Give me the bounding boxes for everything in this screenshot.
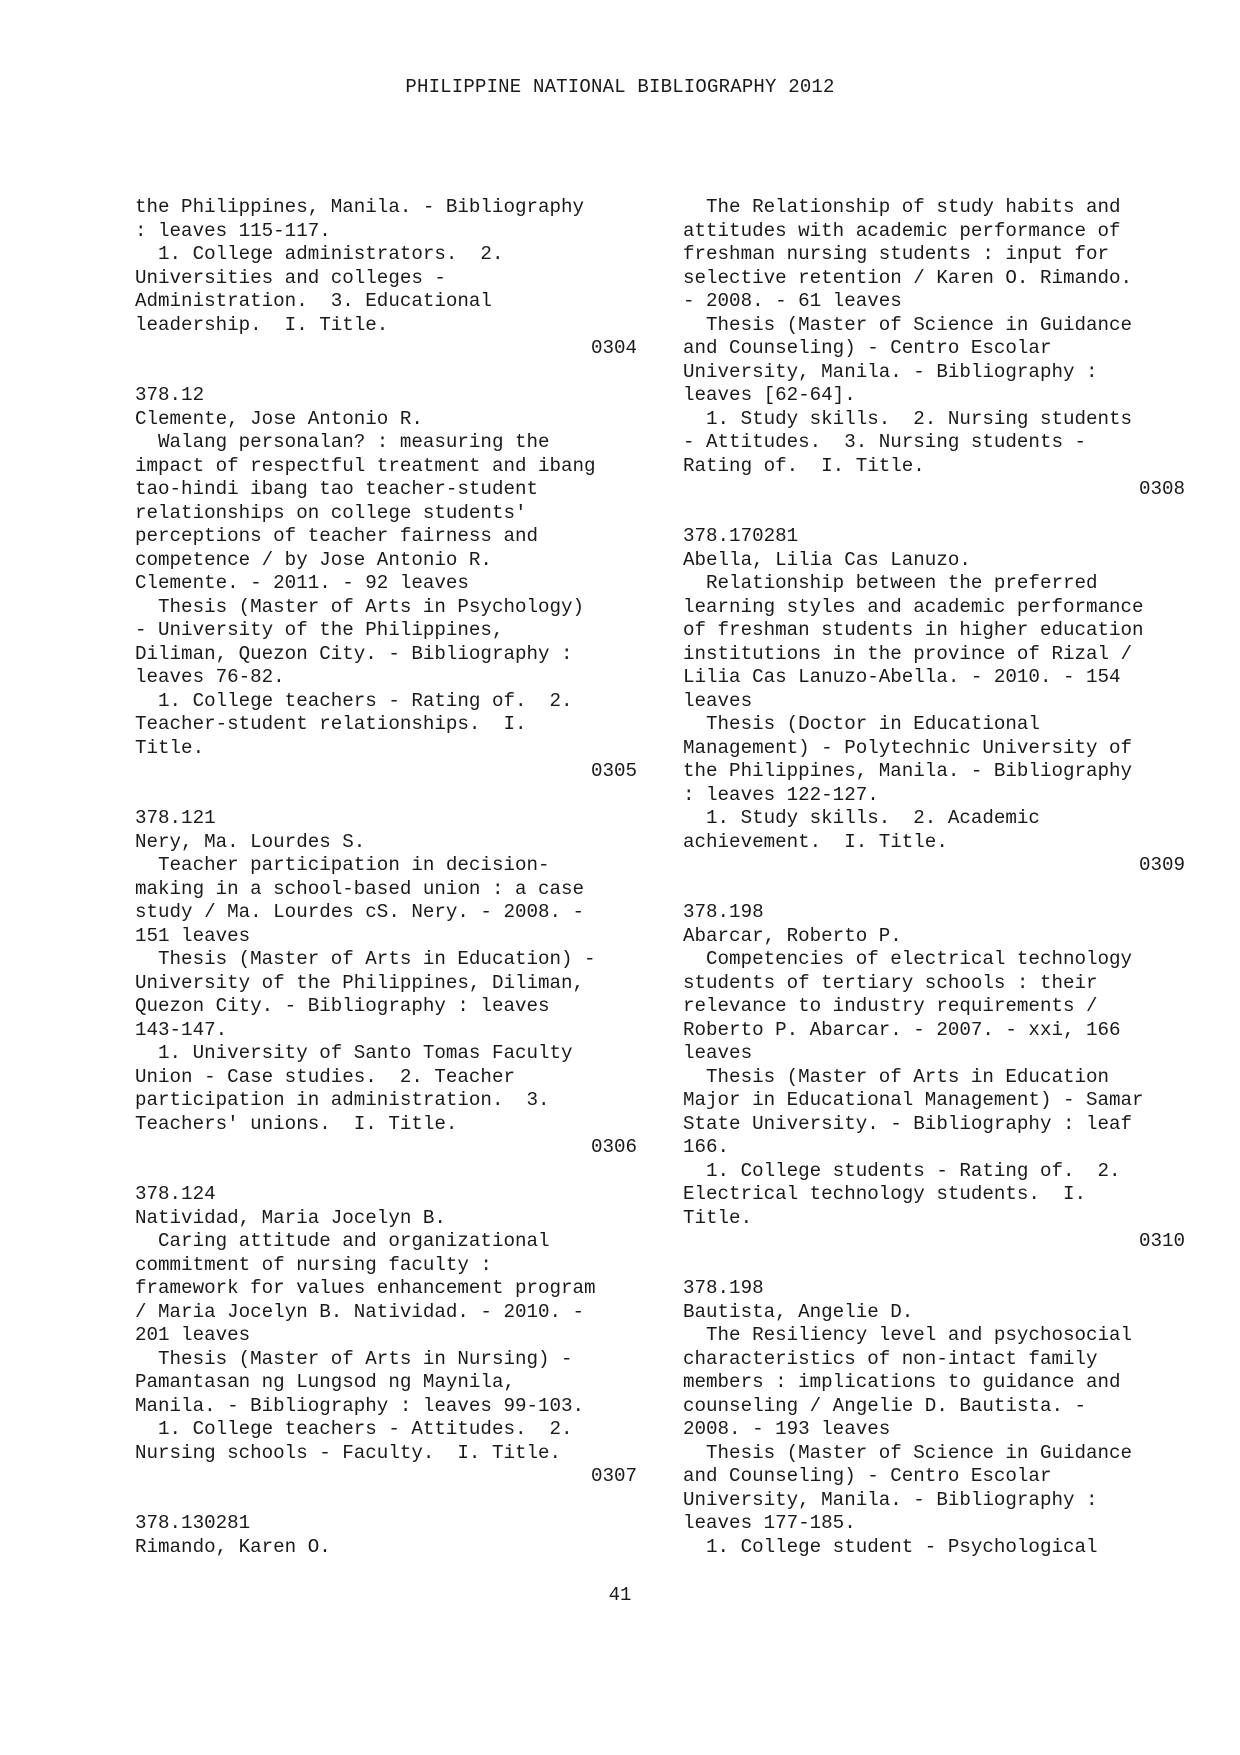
text-line: : leaves 115-117.	[135, 219, 331, 242]
text-line: Pamantasan ng Lungsod ng Maynila,	[135, 1371, 515, 1393]
text-line: commitment of nursing faculty :	[135, 1253, 492, 1276]
text-line: Nery, Ma. Lourdes S.	[135, 830, 366, 853]
text-line: Quezon City. - Bibliography : leaves	[135, 995, 550, 1017]
text-line: Manila. - Bibliography : leaves 99-103.	[135, 1394, 585, 1417]
text-line: - 2008. - 61 leaves	[683, 290, 902, 312]
text-line: Title.	[683, 1206, 753, 1229]
text-line: Title.	[135, 736, 205, 759]
text-line: participation in administration. 3.	[135, 1089, 550, 1111]
text-line: members : implications to guidance and	[683, 1371, 1121, 1393]
text-line: / Maria Jocelyn B. Natividad. - 2010. -	[135, 1300, 585, 1323]
text-line: Teacher-student relationships. I.	[135, 713, 527, 735]
left-column	[135, 196, 637, 1559]
text-line: Walang personalan? : measuring the	[135, 431, 550, 453]
text-line: leaves [62-64].	[683, 384, 856, 406]
text-line: counseling / Angelie D. Bautista. -	[683, 1394, 1087, 1417]
text-line: making in a school-based union : a case	[135, 877, 585, 900]
text-line: Caring attitude and organizational	[135, 1230, 550, 1252]
entry-number: 0309	[1138, 854, 1185, 876]
text-line: and Counseling) - Centro Escolar	[683, 1465, 1052, 1487]
text-line: Competencies of electrical technology	[683, 948, 1133, 970]
text-line: leaves 177-185.	[683, 1512, 856, 1534]
text-line: - University of the Philippines,	[135, 619, 504, 641]
entry-number: 0304	[590, 337, 637, 359]
spacer-line	[683, 1254, 1185, 1278]
spacer-line	[135, 784, 637, 808]
text-line: 201 leaves	[135, 1324, 251, 1346]
text-line: 1. College administrators. 2.	[135, 243, 504, 265]
text-line: Thesis (Master of Science in Guidance	[683, 313, 1133, 336]
text-line: University, Manila. - Bibliography :	[683, 1488, 1098, 1511]
text-line: Clemente. - 2011. - 92 leaves	[135, 572, 469, 594]
spacer-line	[135, 361, 637, 385]
text-line: Nursing schools - Faculty. I. Title.	[135, 1441, 562, 1464]
text-line: 1. Study skills. 2. Nursing students	[683, 407, 1133, 430]
spacer-line	[683, 878, 1185, 902]
text-line: University of the Philippines, Diliman,	[135, 971, 585, 994]
entry-number: 0308	[1138, 478, 1185, 500]
spacer-line	[135, 1489, 637, 1513]
text-line: leaves 76-82.	[135, 666, 285, 688]
text-line: framework for values enhancement program	[135, 1277, 596, 1299]
text-line: Thesis (Master of Arts in Nursing) -	[135, 1347, 573, 1370]
text-line: institutions in the province of Rizal /	[683, 642, 1133, 665]
text-line: learning styles and academic performance	[683, 595, 1144, 618]
text-line: Clemente, Jose Antonio R.	[135, 407, 423, 430]
text-line: Rimando, Karen O.	[135, 1535, 331, 1558]
text-line: 1. Study skills. 2. Academic	[683, 807, 1040, 829]
text-line: Thesis (Doctor in Educational	[683, 713, 1040, 735]
entry-number: 0310	[1138, 1230, 1185, 1252]
text-line: Abarcar, Roberto P.	[683, 924, 902, 947]
text-line: Thesis (Master of Arts in Education	[683, 1065, 1110, 1088]
text-line: Bautista, Angelie D.	[683, 1300, 914, 1323]
text-line: of freshman students in higher education	[683, 619, 1144, 641]
text-line: Union - Case studies. 2. Teacher	[135, 1065, 515, 1088]
text-line: 378.130281	[135, 1512, 251, 1534]
text-line: Teacher participation in decision-	[135, 854, 550, 876]
text-line: University, Manila. - Bibliography :	[683, 360, 1098, 383]
text-line: The Resiliency level and psychosocial	[683, 1324, 1133, 1346]
text-line: freshman nursing students : input for	[683, 243, 1110, 265]
text-line: tao-hindi ibang tao teacher-student	[135, 478, 539, 500]
text-line: Universities and colleges -	[135, 266, 446, 289]
text-line: Thesis (Master of Arts in Education) -	[135, 948, 596, 970]
text-line: 1. College students - Rating of. 2.	[683, 1159, 1121, 1182]
text-line: 166.	[683, 1136, 730, 1158]
text-line: 378.124	[135, 1183, 216, 1205]
text-line: The Relationship of study habits and	[683, 196, 1121, 218]
text-line: perceptions of teacher fairness and	[135, 525, 539, 547]
text-line: Management) - Polytechnic University of	[683, 736, 1133, 759]
text-line: Relationship between the preferred	[683, 572, 1098, 594]
running-head: PHILIPPINE NATIONAL BIBLIOGRAPHY 2012	[405, 76, 835, 98]
text-line: study / Ma. Lourdes cS. Nery. - 2008. -	[135, 901, 585, 923]
text-line: 378.121	[135, 807, 216, 829]
text-line: attitudes with academic performance of	[683, 219, 1121, 242]
text-line: relationships on college students'	[135, 501, 527, 524]
entry-number: 0306	[590, 1136, 637, 1158]
text-line: characteristics of non-intact family	[683, 1347, 1098, 1370]
text-line: 151 leaves	[135, 924, 251, 947]
entry-number: 0307	[590, 1465, 637, 1487]
text-line: leaves	[683, 689, 753, 712]
text-line: the Philippines, Manila. - Bibliography	[683, 760, 1133, 782]
text-line: 143-147.	[135, 1018, 228, 1041]
text-line: - Attitudes. 3. Nursing students -	[683, 431, 1087, 453]
right-column	[683, 196, 1185, 1559]
text-line: : leaves 122-127.	[683, 783, 879, 806]
text-line: Natividad, Maria Jocelyn B.	[135, 1206, 446, 1229]
text-line: Thesis (Master of Arts in Psychology)	[135, 595, 585, 618]
text-line: Major in Educational Management) - Samar	[683, 1089, 1144, 1111]
text-line: 378.12	[135, 384, 205, 406]
text-line: 378.198	[683, 1277, 764, 1299]
text-line: Diliman, Quezon City. - Bibliography :	[135, 642, 573, 665]
text-line: Roberto P. Abarcar. - 2007. - xxi, 166	[683, 1018, 1121, 1041]
text-line: leaves	[683, 1042, 753, 1064]
text-line: 1. College student - Psychological	[683, 1535, 1098, 1558]
text-line: achievement. I. Title.	[683, 830, 948, 853]
text-line: students of tertiary schools : their	[683, 971, 1098, 994]
text-line: leadership. I. Title.	[135, 313, 389, 336]
text-line: Electrical technology students. I.	[683, 1183, 1087, 1205]
text-line: State University. - Bibliography : leaf	[683, 1112, 1133, 1135]
page-number: 41	[608, 1584, 632, 1606]
spacer-line	[135, 1160, 637, 1184]
text-line: the Philippines, Manila. - Bibliography	[135, 196, 585, 218]
entry-number: 0305	[590, 760, 637, 782]
text-line: Teachers' unions. I. Title.	[135, 1112, 458, 1135]
spacer-line	[683, 502, 1185, 526]
text-line: 1. University of Santo Tomas Faculty	[135, 1042, 573, 1064]
text-line: 1. College teachers - Attitudes. 2.	[135, 1418, 573, 1440]
text-line: Rating of. I. Title.	[683, 454, 925, 477]
text-line: relevance to industry requirements /	[683, 995, 1098, 1017]
text-line: 1. College teachers - Rating of. 2.	[135, 689, 573, 712]
text-line: selective retention / Karen O. Rimando.	[683, 266, 1133, 289]
text-line: Thesis (Master of Science in Guidance	[683, 1441, 1133, 1464]
text-line: 378.198	[683, 901, 764, 923]
text-line: 378.170281	[683, 525, 799, 547]
text-line: Abella, Lilia Cas Lanuzo.	[683, 548, 971, 571]
text-line: and Counseling) - Centro Escolar	[683, 337, 1052, 359]
text-line: impact of respectful treatment and ibang	[135, 454, 596, 477]
text-line: 2008. - 193 leaves	[683, 1418, 891, 1440]
text-line: Administration. 3. Educational	[135, 290, 492, 312]
text-line: Lilia Cas Lanuzo-Abella. - 2010. - 154	[683, 666, 1121, 688]
text-line: competence / by Jose Antonio R.	[135, 548, 492, 571]
